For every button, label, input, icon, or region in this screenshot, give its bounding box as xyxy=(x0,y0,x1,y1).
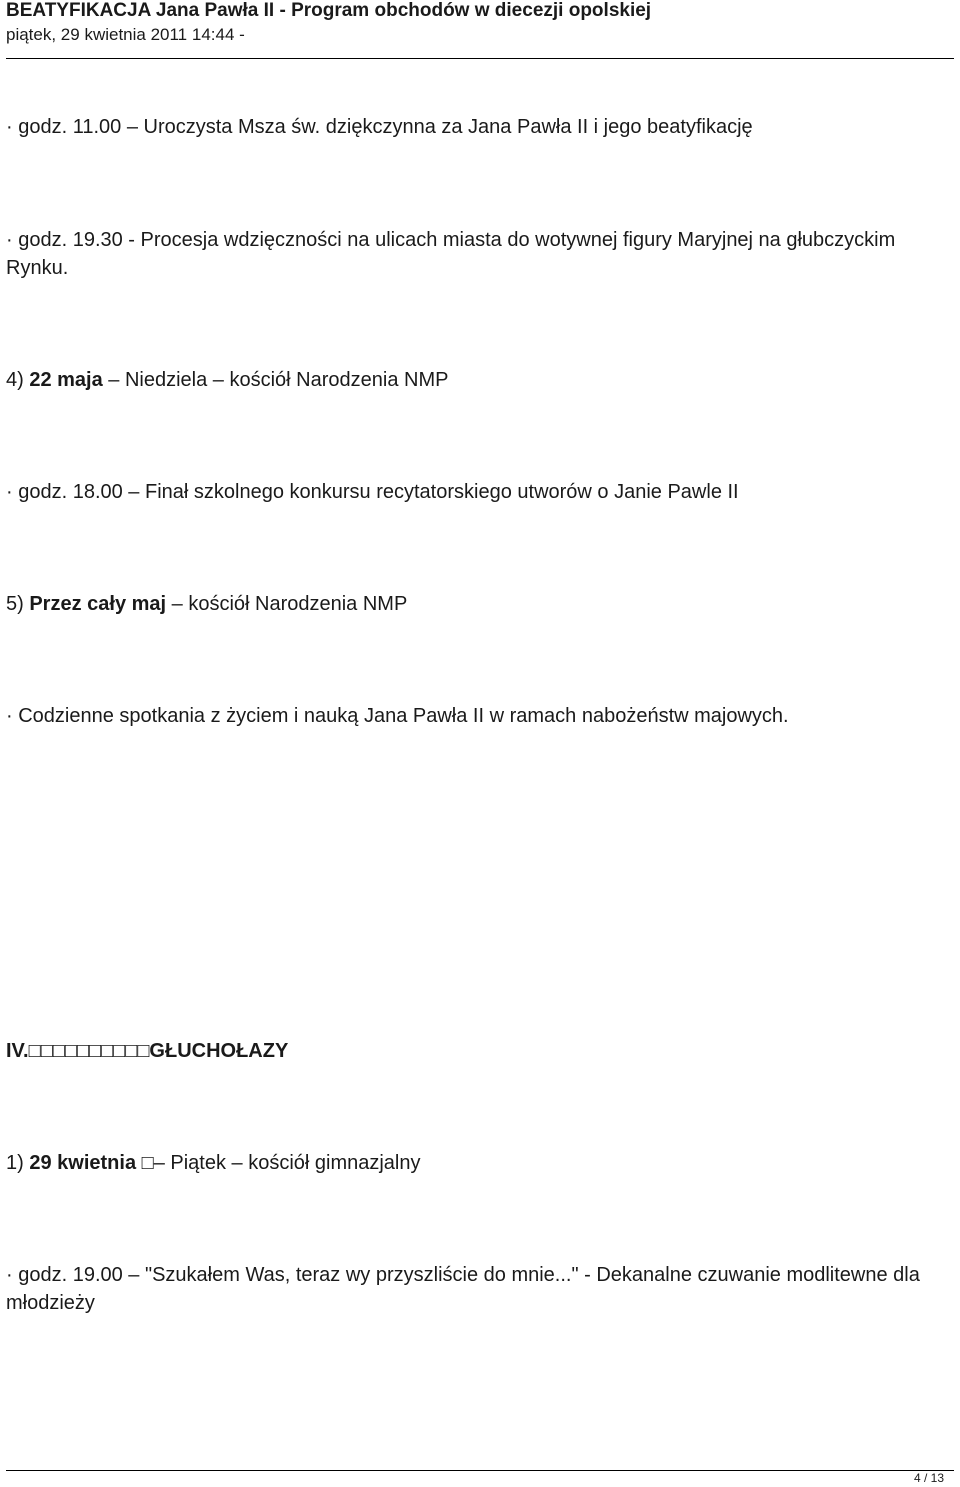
section-date: 22 maja xyxy=(29,369,103,391)
section-date: 29 kwietnia xyxy=(29,1152,137,1174)
section-date: Przez cały maj xyxy=(29,593,167,615)
list-item: · godz. 18.00 – Finał szkolnego konkursu recytatorskiego utworów o Janie Pawle II xyxy=(6,481,739,503)
page-number: 4 / 13 xyxy=(913,1471,944,1485)
section-text: – Niedziela – kościół Narodzenia NMP xyxy=(102,369,449,391)
section-text: – kościół Narodzenia NMP xyxy=(166,593,408,615)
section-number: 4) xyxy=(6,369,30,391)
footer-rule xyxy=(6,1470,954,1471)
section-number: 5) xyxy=(6,593,30,615)
list-item: · godz. 19.00 – "Szukałem Was, teraz wy przyszliście do mnie..." - Dekanalne czuwanie modlitewne dla młodzieży xyxy=(6,1264,920,1314)
header-rule xyxy=(6,58,954,59)
section-text: □– Piątek – kościół gimnazjalny xyxy=(136,1152,421,1174)
section-heading xyxy=(6,1149,920,1177)
section-heading xyxy=(6,366,920,394)
header-date: piątek, 29 kwietnia 2011 14:44 - xyxy=(6,25,245,44)
list-item: · godz. 11.00 – Uroczysta Msza św. dziękczynna za Jana Pawła II i jego beatyfikację xyxy=(6,116,753,138)
header-title: BEATYFIKACJA Jana Pawła II - Program obchodów w diecezji opolskiej xyxy=(6,0,652,21)
list-item: · godz. 19.30 - Procesja wdzięczności na ulicach miasta do wotywnej figury Maryjnej na głubczyckim Rynku. xyxy=(6,229,896,279)
section-heading xyxy=(6,590,920,618)
section-title: IV.□□□□□□□□□□GŁUCHOŁAZY xyxy=(6,1040,289,1062)
section-number: 1) xyxy=(6,1152,30,1174)
list-item: · Codzienne spotkania z życiem i nauką Jana Pawła II w ramach nabożeństw majowych. xyxy=(6,705,789,727)
